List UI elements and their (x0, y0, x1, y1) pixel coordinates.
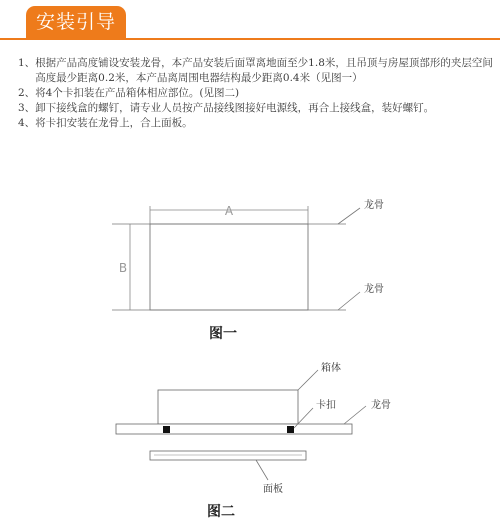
step-text: 卸下接线盒的螺钉，请专业人员按产品接线图接好电源线，再合上接线盒，装好螺钉。 (35, 102, 435, 114)
unit-box (150, 224, 308, 310)
step-1 (18, 56, 493, 86)
step-3 (18, 101, 493, 116)
step-text: 将卡扣安装在龙骨上，合上面板。 (35, 117, 193, 129)
clip-right (287, 426, 294, 433)
step-number: 3、 (18, 102, 36, 114)
unit-box (158, 390, 298, 424)
dim-b-label: B (118, 261, 128, 275)
clip-left (163, 426, 170, 433)
panel-label: 面板 (263, 484, 283, 495)
section-title: 安装引导 (26, 6, 126, 38)
keel-bottom-leader (338, 292, 360, 310)
keel-bottom-label: 龙骨 (364, 284, 384, 295)
step-text: 根据产品高度铺设安装龙骨，本产品安装后面罩离地面至少1.8米，且吊顶与房屋顶部形的夹层空间高度最少距离0.2米，本产品离周围电器结构最少距离0.4米（见图一） (35, 57, 493, 84)
figure-1-caption: 图一 (209, 326, 237, 342)
keel-top-leader (338, 208, 360, 224)
step-2 (18, 86, 493, 101)
header-underline (0, 38, 500, 40)
keel-label: 龙骨 (371, 400, 391, 411)
keel-leader (344, 406, 366, 424)
figure-1-diagram (0, 190, 500, 345)
step-text: 将4个卡扣装在产品箱体相应部位。(见图二) (35, 87, 240, 99)
keel-strip (116, 424, 352, 434)
step-number: 2、 (18, 87, 36, 99)
installation-steps (18, 56, 493, 131)
clip-label: 卡扣 (316, 400, 336, 411)
keel-top-label: 龙骨 (364, 200, 384, 211)
panel-outer (150, 451, 306, 460)
figure-2-caption: 图二 (207, 504, 235, 520)
dim-a-label: A (224, 204, 234, 218)
section-header (0, 6, 500, 40)
panel-leader (256, 460, 268, 480)
step-4 (18, 116, 493, 131)
box-leader (298, 370, 318, 390)
figure-2-diagram (0, 352, 500, 530)
box-label: 箱体 (321, 363, 341, 374)
step-number: 4、 (18, 117, 36, 129)
step-number: 1、 (18, 57, 36, 69)
